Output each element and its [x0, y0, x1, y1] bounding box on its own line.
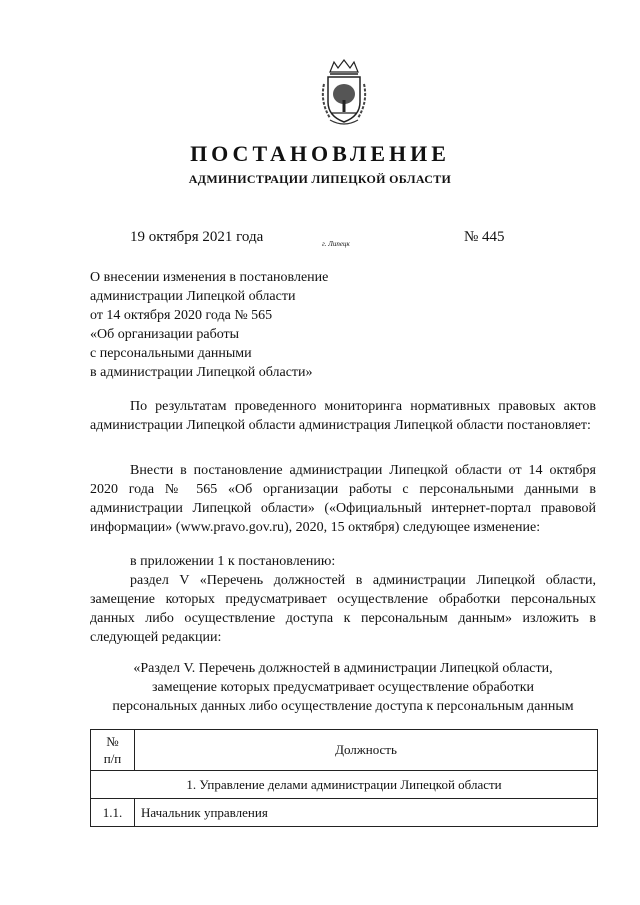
coat-of-arms-emblem	[316, 58, 372, 128]
document-title: ПОСТАНОВЛЕНИЕ	[190, 141, 450, 166]
paragraph-text: По результатам проведенного мониторинга нормативных правовых актов администрации Липецкой области администрация Липецкой области постановляет:	[90, 399, 596, 433]
subject-line: от 14 октября 2020 года № 565	[90, 308, 273, 323]
section-heading-line: «Раздел V. Перечень должностей в администрации Липецкой области,	[133, 661, 553, 676]
subject-line: с персональными данными	[90, 346, 252, 361]
table-group-row	[91, 771, 598, 799]
subject-line: в администрации Липецкой области»	[90, 365, 313, 380]
paragraph-text: раздел V «Перечень должностей в администрации Липецкой области, замещение которых предусматривает осуществление обработки персональных данных либо осуществление доступа к персональным данным» изложить в следующей редакции:	[90, 573, 596, 645]
group-cell: 1. Управление делами администрации Липецкой области	[91, 771, 598, 799]
body-paragraph-preamble	[90, 397, 596, 435]
paragraph-text: Внести в постановление администрации Липецкой области от 14 октября 2020 года № 565 «Об организации работы с персональными данными в администрации Липецкой области» («Официальный интернет-портал правовой информации» (www.pravo.gov.ru), 2020, 15 октября) следующее изменение:	[90, 463, 596, 535]
header-cell-position: Должность	[135, 730, 598, 771]
document-issuer: АДМИНИСТРАЦИИ ЛИПЕЦКОЙ ОБЛАСТИ	[188, 172, 452, 186]
section-heading-line: персональных данных либо осуществление доступа к персональным данным	[112, 699, 574, 714]
document-number: № 445	[464, 229, 505, 245]
document-city: г. Липецк	[322, 240, 350, 248]
header-number-abbr: п/п	[103, 751, 122, 766]
row-number-cell: 1.1.	[91, 799, 135, 827]
subject-line: «Об организации работы	[90, 327, 240, 342]
table-header-row	[91, 730, 598, 771]
header-number-symbol: №	[106, 734, 119, 749]
section-heading	[90, 659, 596, 716]
table-row	[91, 799, 598, 827]
header-cell-number	[91, 730, 135, 771]
subject-line: О внесении изменения в постановление	[90, 270, 329, 285]
section-heading-line: замещение которых предусматривает осуществление обработки	[151, 680, 535, 695]
body-paragraph-appendix	[90, 552, 596, 571]
row-position-cell: Начальник управления	[135, 799, 598, 827]
positions-table	[90, 729, 598, 827]
body-paragraph-section-change	[90, 571, 596, 647]
document-date: 19 октября 2021 года	[130, 229, 264, 245]
subject-line: администрации Липецкой области	[90, 289, 296, 304]
document-subject	[90, 268, 390, 382]
paragraph-text: в приложении 1 к постановлению:	[130, 554, 336, 569]
body-paragraph-amendment	[90, 461, 596, 537]
